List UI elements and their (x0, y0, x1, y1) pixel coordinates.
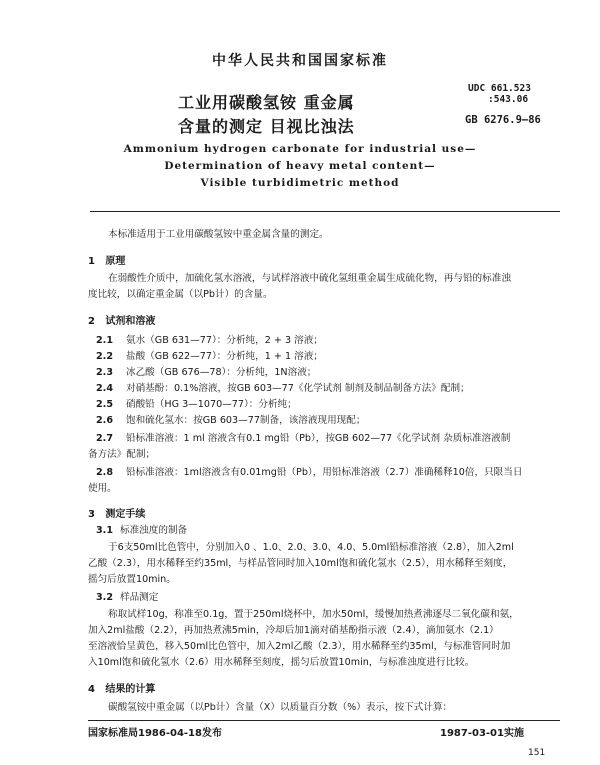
item-text: 铅标准溶液：1 ml 溶液含有0.1 mg铅（Pb），按GB 602—77《化学试剂 杂质标准溶液制 (126, 433, 511, 444)
item-text: 冰乙酸（GB 676—78）：分析纯，1N溶液； (126, 367, 317, 378)
item-number: 2.5 (96, 399, 113, 410)
item-number: 2.4 (96, 383, 113, 394)
scope-statement: 本标准适用于工业用碳酸氢铵中重金属含量的测定。 (108, 229, 329, 240)
reagent-item (96, 413, 365, 429)
title-line-2: 含量的测定 目视比浊法 (178, 117, 355, 136)
issue-date: 国家标准局1986-04-18发布 (88, 728, 222, 739)
reagent-item (96, 365, 316, 381)
english-title-line-1: Ammonium hydrogen carbonate for industrial use— (123, 143, 477, 155)
item-number: 3.1 (96, 525, 113, 536)
page-number: 151 (528, 748, 546, 758)
section-title: 结果的计算 (105, 684, 156, 695)
reagent-item-2-8-line-1 (96, 465, 522, 481)
subsection-3-2-line-1: 称取试样10g，称准至0.1g，置于250ml烧杯中，加水50ml，缓慢加热煮沸逐尽二氧化碳和氨， (108, 609, 519, 620)
section-1-text-line-2: 度比较，以确定重金属（以Pb计）的含量。 (88, 289, 273, 300)
header-divider (90, 211, 560, 212)
section-title: 试剂和溶液 (105, 316, 156, 327)
english-title-line-3: Visible turbidimetric method (200, 177, 400, 189)
item-number: 2.6 (96, 415, 113, 426)
udc-code-line-1: UDC 661.523 (468, 83, 531, 94)
section-1-text-line-1: 在弱酸性介质中，加硫化氢水溶液，与试样溶液中硫化氢组重金属生成硫化物，再与铅的标准浊 (108, 273, 511, 284)
subsection-3-2-line-2: 加入2ml盐酸（2.2），再加热煮沸5min，冷却后加1滴对硝基酚指示液（2.4），滴加氨水（2.1） (88, 625, 499, 636)
subsection-3-1-heading (96, 523, 187, 539)
section-4-text: 碳酸氢铵中重金属（以Pb计）含量（X）以质量百分数（%）表示，按下式计算： (108, 702, 453, 713)
item-text: 盐酸（GB 622—77）：分析纯，1 + 1 溶液； (126, 351, 323, 362)
item-number: 2.8 (96, 467, 113, 478)
section-number: 2 (88, 316, 95, 327)
section-title: 测定手续 (105, 509, 146, 520)
item-text: 样品测定 (120, 592, 159, 603)
section-4-heading (88, 680, 155, 695)
subsection-3-1-line-3: 摇匀后放置10min。 (88, 574, 176, 585)
reagent-item-2-7-line-2: 备方法》配制； (88, 449, 156, 460)
reagent-item (96, 397, 297, 413)
section-number: 1 (88, 256, 95, 267)
effective-date: 1987-03-01实施 (440, 728, 524, 739)
item-number: 2.1 (96, 335, 113, 346)
item-number: 2.2 (96, 351, 113, 362)
item-text: 标准浊度的制备 (120, 525, 188, 536)
section-2-heading (88, 312, 155, 327)
subsection-3-1-line-2: 乙酸（2.3），用水稀释至约35ml，与样品管同时加入10ml饱和硫化氢水（2.5），用水稀释至刻度， (88, 558, 513, 569)
gb-standard-number: GB 6276.9—86 (465, 114, 541, 126)
item-number: 2.3 (96, 367, 113, 378)
subsection-3-2-line-3: 至溶液恰呈黄色，移入50ml比色管中，加入2ml乙酸（2.3），用水稀释至约35ml，与标准管同时加 (88, 641, 511, 652)
english-title-line-2: Determination of heavy metal content— (164, 160, 436, 172)
title-line-1: 工业用碳酸氢铵 重金属 (178, 93, 355, 112)
section-number: 3 (88, 509, 95, 520)
section-3-heading (88, 505, 145, 520)
subsection-3-2-line-4: 入10ml饱和硫化氢水（2.6）用水稀释至刻度，摇匀后放置10min，与标准浊度进行比较。 (88, 657, 475, 668)
item-text: 硝酸铅（HG 3—1070—77）：分析纯； (126, 399, 297, 410)
section-number: 4 (88, 684, 95, 695)
reagent-item (96, 349, 323, 365)
item-number: 3.2 (96, 592, 113, 603)
footer-divider (88, 720, 560, 721)
section-1-heading (88, 252, 125, 267)
reagent-item (96, 381, 470, 397)
item-number: 2.7 (96, 433, 113, 444)
item-text: 饱和硫化氢水：按GB 603—77制备，该溶液现用现配； (126, 415, 366, 426)
subsection-3-1-line-1: 于6支50ml比色管中，分别加入0 、1.0、2.0、3.0、4.0、5.0ml铅标准溶液（2.8），加入2ml (108, 542, 514, 553)
item-text: 铅标准溶液：1ml溶液含有0.01mg铅（Pb），用铅标准溶液（2.7）准确稀释10倍，只限当日 (126, 467, 523, 478)
udc-code-line-2: :543.06 (488, 94, 529, 105)
reagent-item (96, 333, 323, 349)
item-text: 对硝基酚：0.1%溶液，按GB 603—77《化学试剂 制剂及制品制备方法》配制； (126, 383, 470, 394)
section-title: 原理 (105, 256, 126, 267)
reagent-item-2-7-line-1 (96, 431, 510, 447)
reagent-item-2-8-line-2: 使用。 (88, 483, 117, 494)
national-standard-heading: 中华人民共和国国家标准 (212, 53, 388, 69)
item-text: 氨水（GB 631—77）：分析纯，2 + 3 溶液； (126, 335, 323, 346)
subsection-3-2-heading (96, 590, 158, 606)
